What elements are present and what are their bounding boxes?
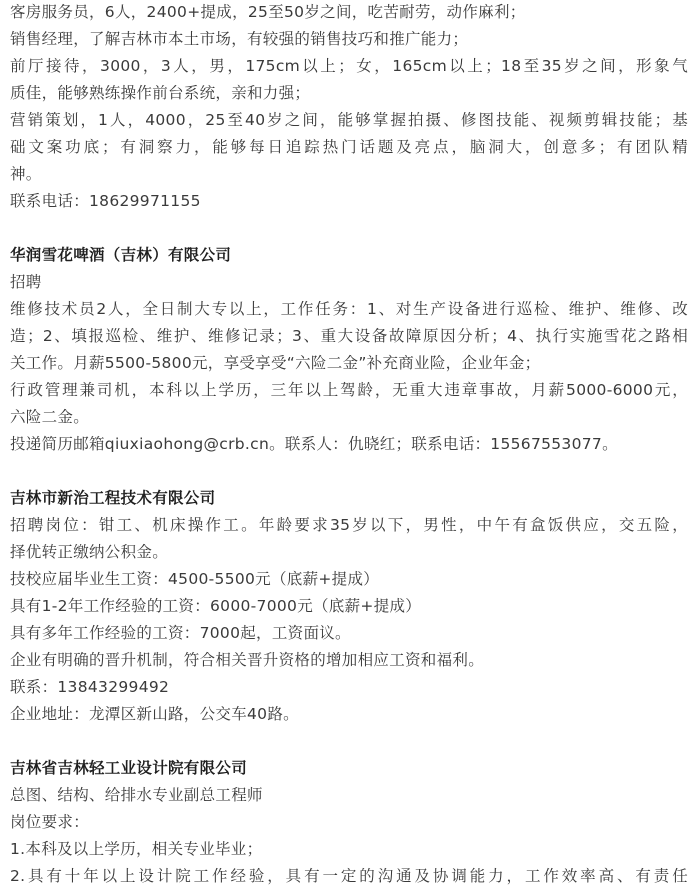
text-line: 总图、结构、给排水专业副总工程师	[10, 786, 263, 804]
text-line: 联系电话：18629971155	[10, 192, 201, 210]
company-heading: 华润雪花啤酒（吉林）有限公司	[10, 246, 232, 264]
company-heading: 吉林市新治工程技术有限公司	[10, 489, 216, 507]
text-line: 企业地址：龙潭区新山路，公交车40路。	[10, 705, 299, 723]
text-line: 具有1-2年工作经验的工资：6000-7000元（底薪+提成）	[10, 597, 422, 615]
text-line: 具有多年工作经验的工资：7000起，工资面议。	[10, 624, 351, 642]
text-line: 前厅接待，3000，3人，男，175cm以上；女，165cm以上；18至35岁之间，形象气	[10, 57, 688, 75]
text-line: 1.本科及以上学历，相关专业毕业；	[10, 840, 263, 858]
text-line: 择优转正缴纳公积金。	[10, 543, 169, 561]
text-line: 技校应届毕业生工资：4500-5500元（底薪+提成）	[10, 570, 380, 588]
text-line: 投递简历邮箱qiuxiaohong@crb.cn。联系人：仇晓红；联系电话：15567553077。	[10, 435, 618, 453]
text-line: 行政管理兼司机，本科以上学历，三年以上驾龄，无重大违章事故，月薪5000-6000元，	[10, 381, 688, 399]
text-line: 客房服务员，6人，2400+提成，25至50岁之间，吃苦耐劳，动作麻利；	[10, 3, 526, 21]
text-line: 质佳，能够熟练操作前台系统，亲和力强；	[10, 84, 311, 102]
text-line: 岗位要求：	[10, 813, 90, 831]
text-line: 招聘	[10, 273, 42, 291]
text-line: 关工作。月薪5500-5800元，享受享受“六险二金”补充商业险，企业年金；	[10, 354, 541, 372]
text-line: 神。	[10, 165, 42, 183]
text-line: 造；2、填报巡检、维护、维修记录；3、重大设备故障原因分析；4、执行实施雪花之路相	[10, 327, 688, 345]
text-line: 维修技术员2人，全日制大专以上，工作任务：1、对生产设备进行巡检、维护、维修、改	[10, 300, 688, 318]
company-heading: 吉林省吉林轻工业设计院有限公司	[10, 759, 248, 777]
text-line: 础文案功底；有洞察力，能够每日追踪热门话题及亮点，脑洞大，创意多；有团队精	[10, 138, 688, 156]
text-line: 营销策划，1人，4000，25至40岁之间，能够掌握拍摄、修图技能、视频剪辑技能；基	[10, 111, 688, 129]
text-line: 联系：13843299492	[10, 678, 170, 696]
text-line: 企业有明确的晋升机制，符合相关晋升资格的增加相应工资和福利。	[10, 651, 485, 669]
text-line: 招聘岗位：钳工、机床操作工。年龄要求35岁以下，男性，中午有盒饭供应，交五险，	[10, 516, 688, 534]
text-line: 六险二金。	[10, 408, 90, 426]
text-line: 2.具有十年以上设计院工作经验，具有一定的沟通及协调能力，工作效率高、有责任	[10, 867, 688, 885]
text-line: 销售经理，了解吉林市本土市场，有较强的销售技巧和推广能力；	[10, 30, 469, 48]
